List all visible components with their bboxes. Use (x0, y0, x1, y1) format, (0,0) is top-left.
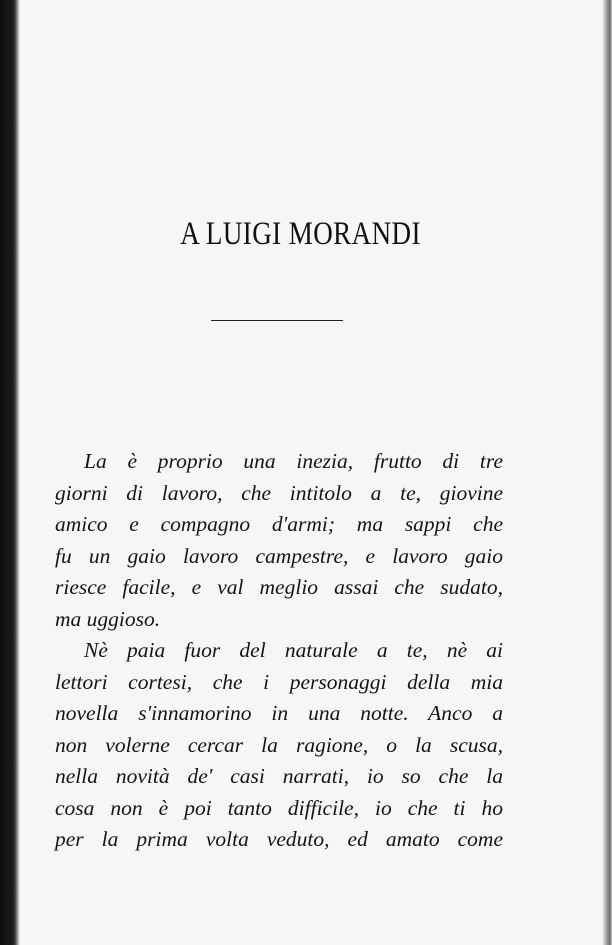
page-title: A LUIGI MORANDI (180, 216, 421, 252)
dedication-text (55, 446, 503, 856)
text-line: nella novità de' casi narrati, io so che la (55, 764, 503, 788)
paragraph-2 (55, 635, 503, 856)
paragraph-1 (55, 446, 503, 635)
text-line: cosa non è poi tanto difficile, io che ti ho (55, 795, 503, 820)
page-edge-shadow (602, 0, 612, 945)
title-divider (211, 320, 343, 321)
text-line: amico e compagno d'armi; ma sappi che (55, 512, 503, 536)
text-line: ma uggioso. (55, 606, 161, 631)
text-line: lettori cortesi, che i personaggi della mia (55, 669, 503, 694)
text-line: novella s'innamorino in una notte. Anco a (55, 701, 503, 725)
text-line: La è proprio una inezia, frutto di tre (84, 449, 503, 473)
text-line: non volerne cercar la ragione, o la scusa, (55, 732, 503, 757)
book-spine-shadow (0, 0, 20, 945)
text-line: riesce facile, e val meglio assai che sudato, (55, 575, 503, 599)
text-line: fu un gaio lavoro campestre, e lavoro gaio (55, 543, 503, 568)
text-line: per la prima volta veduto, ed amato come (55, 827, 503, 851)
text-line: Nè paia fuor del naturale a te, nè ai (84, 638, 503, 662)
text-line: giorni di lavoro, che intitolo a te, giovine (55, 480, 503, 505)
